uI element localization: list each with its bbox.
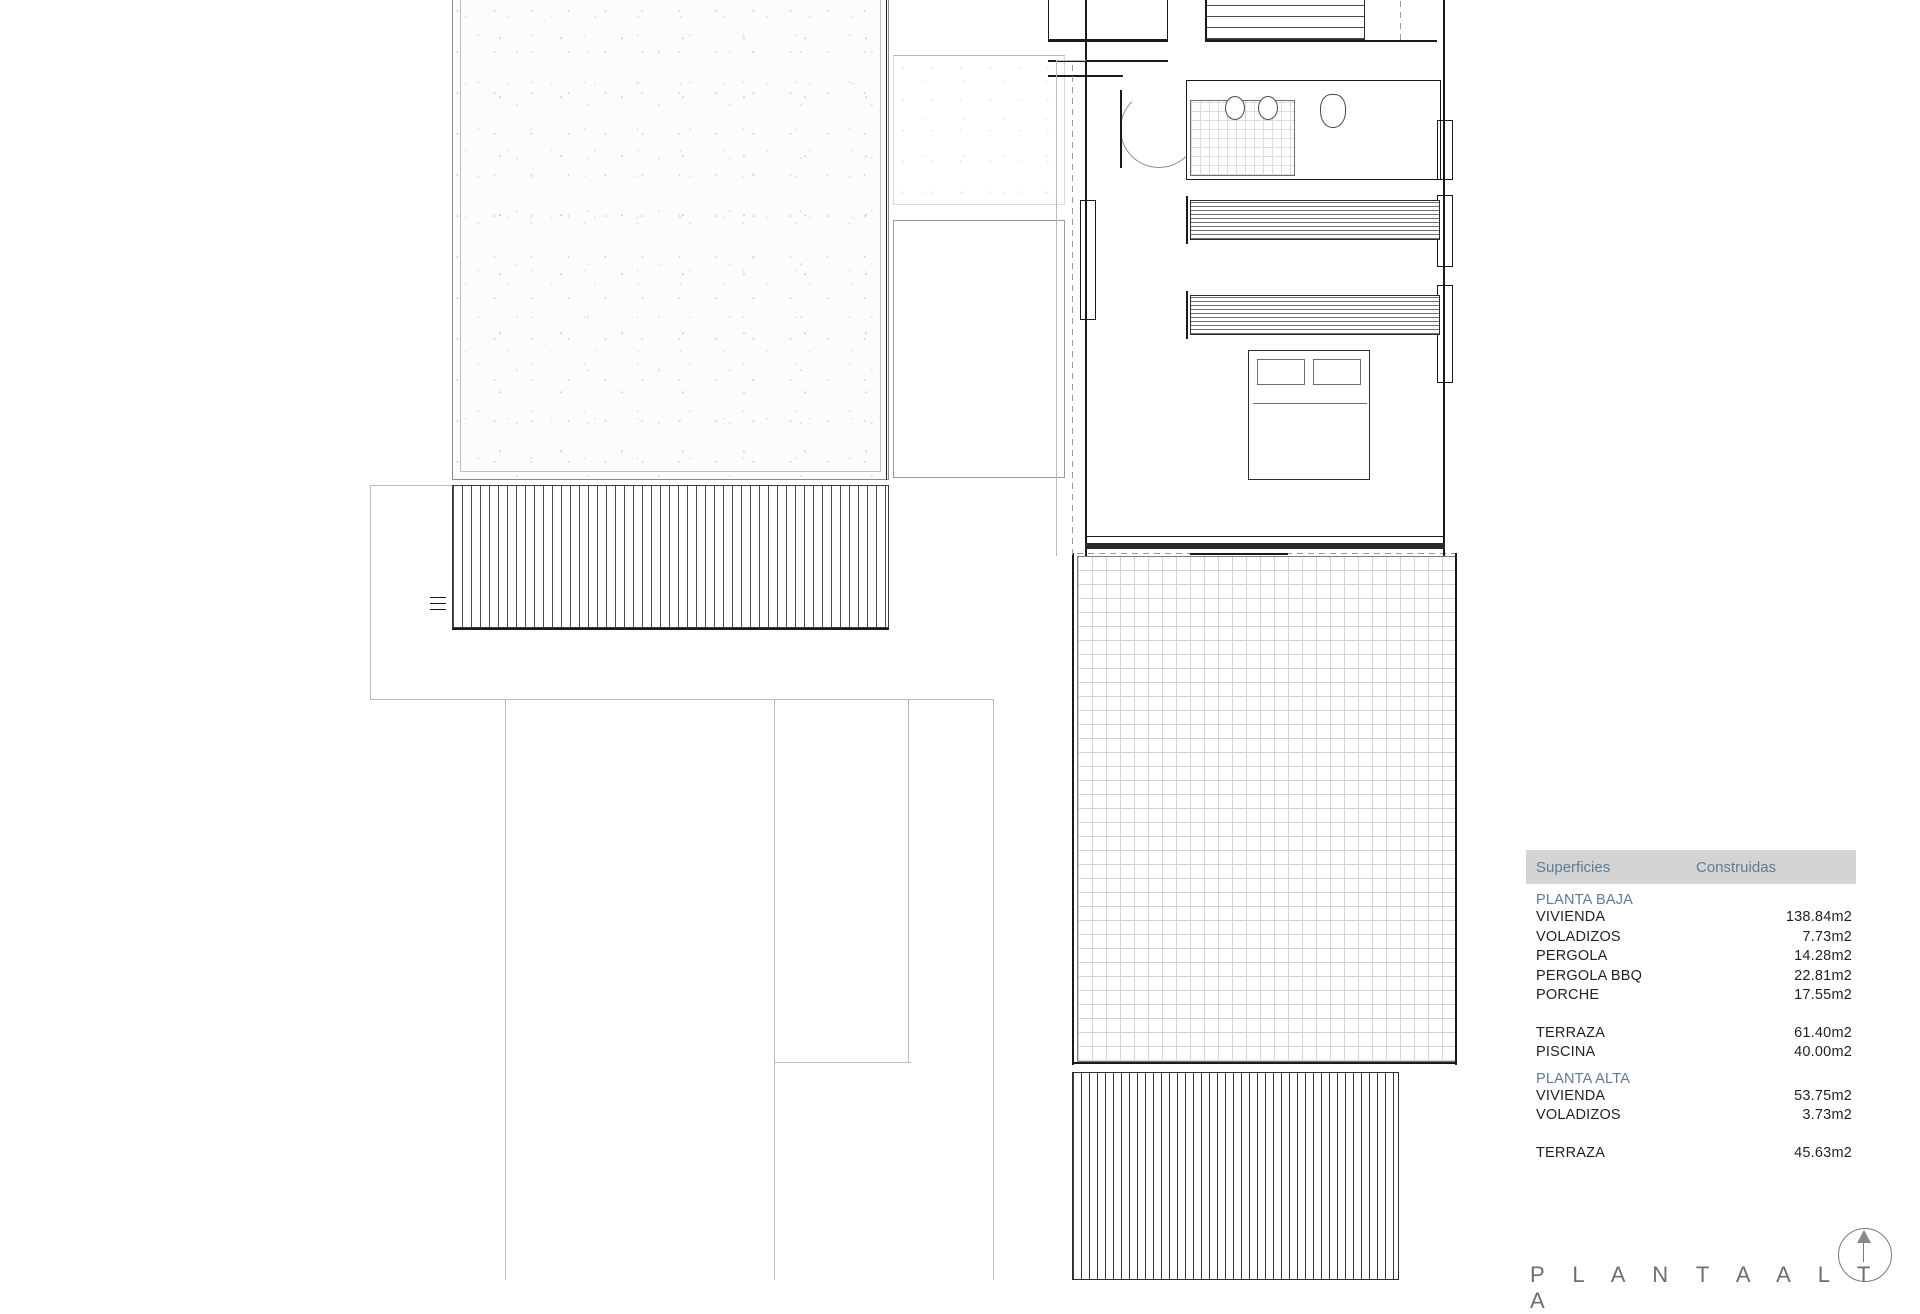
pool-edge-line (886, 0, 887, 480)
terrace-bottom-wall (1072, 1062, 1457, 1064)
legend-row (1526, 986, 1856, 1006)
legend-header (1526, 850, 1856, 884)
staircase-treads (1205, 0, 1365, 40)
window-opening-left (1080, 200, 1096, 320)
legend-row-value: 53.75m2 (1794, 1087, 1852, 1104)
deck-tick-1 (430, 597, 446, 598)
bedroom-bottom-wall (1085, 543, 1445, 549)
legend-row (1526, 967, 1856, 987)
deck-tick-2 (430, 603, 446, 604)
legend-row-label: VIVIENDA (1536, 1087, 1606, 1104)
window-opening-upper (1437, 120, 1453, 180)
building-outline-dashed (1072, 60, 1073, 555)
pool-deck-slats (452, 485, 889, 628)
plot-line-left-vertical (370, 485, 371, 700)
legend-row (1526, 908, 1856, 928)
wardrobe-band-upper (1190, 200, 1440, 240)
garden-divider-vertical (774, 699, 775, 1062)
wardrobe-wall-lower (1186, 291, 1188, 339)
legend-row (1526, 1024, 1856, 1044)
garden-outline-right (993, 699, 994, 1280)
legend-header-col1: Superficies (1536, 858, 1611, 876)
legend-row (1526, 928, 1856, 948)
terrace-divider-line-1 (893, 55, 1065, 56)
plot-line-left-vertical-2 (505, 699, 506, 1280)
legend-row-value: 17.55m2 (1794, 987, 1852, 1003)
pillow-left (1257, 359, 1305, 385)
pillow-right (1313, 359, 1361, 385)
deck-frame-bottom (452, 628, 889, 630)
legend-row (1526, 1106, 1856, 1126)
terrace-right-wall (1455, 553, 1457, 1065)
legend-row-label: PISCINA (1536, 1044, 1596, 1060)
legend-row-label: TERRAZA (1536, 1144, 1606, 1161)
stair-block-line (1048, 40, 1168, 42)
legend-spacer (1526, 1006, 1856, 1024)
legend-header-col2: Construidas (1696, 858, 1777, 876)
bathroom-door-swing (1120, 90, 1198, 168)
north-arrow-icon (1838, 1228, 1894, 1284)
stair-rail-line (1205, 0, 1207, 40)
sink-right-icon (1258, 96, 1278, 120)
legend-row-value: 138.84m2 (1785, 909, 1852, 925)
legend-row (1526, 947, 1856, 967)
stair-block-outline (1048, 0, 1168, 40)
bed-furniture (1248, 350, 1370, 480)
deck-tick-3 (430, 609, 446, 610)
wardrobe-wall-upper (1186, 196, 1188, 244)
legend-row-label: PERGOLA (1536, 948, 1608, 964)
legend-row-label: PERGOLA BBQ (1536, 967, 1643, 984)
north-tip (1857, 1230, 1871, 1243)
legend-row-value: 14.28m2 (1794, 948, 1852, 964)
building-outline-faint-left (1056, 60, 1057, 556)
garden-divider-horizontal (774, 1062, 911, 1063)
staircase-dashed-right (1400, 0, 1401, 40)
building-right-wall (1443, 0, 1445, 556)
plot-line-left-lower (370, 699, 505, 700)
pergola-slats (1072, 1072, 1399, 1280)
garden-outline-left-edge (908, 699, 909, 1062)
legend-row-label: VIVIENDA (1536, 909, 1606, 925)
legend-row-value: 45.63m2 (1794, 1144, 1852, 1161)
threshold-line-2 (1190, 553, 1288, 555)
legend-row-value: 3.73m2 (1802, 1107, 1852, 1123)
sink-left-icon (1225, 96, 1245, 120)
roof-terrace (1077, 556, 1457, 1062)
legend-spacer (1526, 1126, 1856, 1144)
surfaces-legend (1526, 850, 1856, 1163)
legend-row-value: 22.81m2 (1794, 967, 1852, 984)
terrace-panel (893, 220, 1065, 478)
garden-divider-vertical-2 (774, 1062, 775, 1280)
legend-row (1526, 1043, 1856, 1063)
legend-row (1526, 1144, 1856, 1164)
stair-block-line-3 (1048, 75, 1123, 77)
legend-row-label: PORCHE (1536, 987, 1600, 1003)
stair-landing-line (1205, 40, 1437, 42)
pool-inner-outline (460, 0, 881, 472)
legend-row (1526, 1087, 1856, 1107)
legend-row-label: VOLADIZOS (1536, 928, 1621, 945)
terrace-paving-upper (893, 55, 1065, 205)
toilet-icon (1320, 94, 1346, 128)
threshold-line (1085, 536, 1445, 537)
garden-outline-top (505, 699, 994, 700)
plot-line-left-upper (370, 485, 452, 486)
wardrobe-band-lower (1190, 295, 1440, 335)
legend-section-title-planta-baja: PLANTA BAJA (1536, 892, 1634, 908)
building-outline-faint-top (1056, 60, 1086, 61)
legend-row-label: VOLADIZOS (1536, 1107, 1621, 1123)
legend-section-title-planta-alta: PLANTA ALTA (1536, 1070, 1631, 1087)
legend-row-value: 61.40m2 (1794, 1024, 1852, 1041)
plan-title: P L A N T A A L T A (1530, 1262, 1881, 1313)
bathroom-door-leaf (1120, 90, 1122, 168)
legend-row-value: 40.00m2 (1794, 1044, 1852, 1060)
terrace-left-wall (1072, 553, 1074, 1065)
legend-row-label: TERRAZA (1536, 1024, 1606, 1041)
legend-row-value: 7.73m2 (1802, 928, 1852, 945)
bed-fold-line (1253, 403, 1367, 404)
